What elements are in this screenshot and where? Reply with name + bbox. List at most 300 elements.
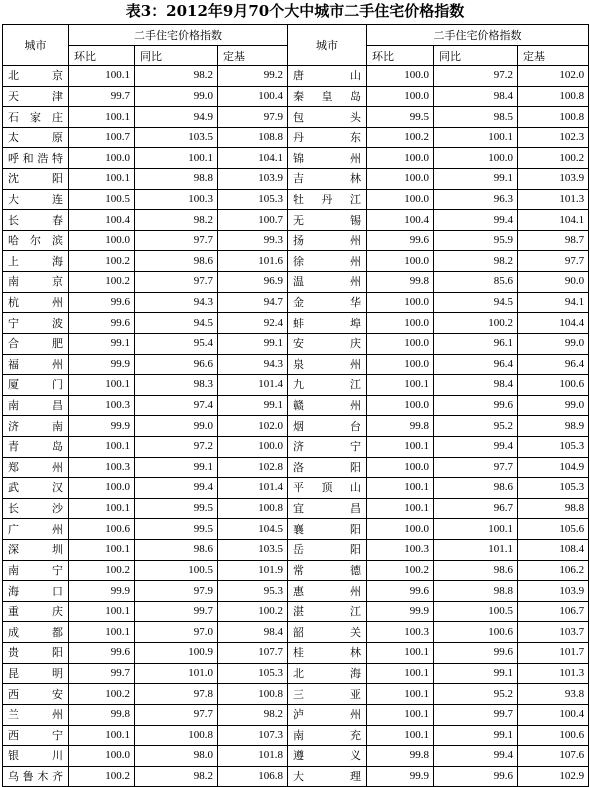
city-left-cell: 银 川 <box>3 746 69 767</box>
yoy-right-cell: 97.7 <box>434 457 518 478</box>
table-row <box>3 333 589 354</box>
base-right-cell: 100.8 <box>518 86 589 107</box>
mom-left-cell: 99.9 <box>69 354 135 375</box>
table-row <box>3 560 589 581</box>
mom-left-cell: 100.5 <box>69 189 135 210</box>
mom-left-cell: 99.7 <box>69 86 135 107</box>
city-right-cell: 平顶山 <box>288 478 367 499</box>
city-right-cell: 三 亚 <box>288 684 367 705</box>
base-left-cell: 104.5 <box>218 519 288 540</box>
city-right-cell: 常 德 <box>288 560 367 581</box>
yoy-right-cell: 94.5 <box>434 292 518 313</box>
base-right-cell: 105.3 <box>518 436 589 457</box>
mom-left-cell: 99.1 <box>69 333 135 354</box>
base-right-cell: 98.9 <box>518 416 589 437</box>
yoy-right-cell: 98.6 <box>434 560 518 581</box>
mom-left-cell: 100.0 <box>69 746 135 767</box>
base-right-cell: 94.1 <box>518 292 589 313</box>
yoy-header-left: 同比 <box>135 46 218 66</box>
mom-right-cell: 100.0 <box>367 457 434 478</box>
yoy-left-cell: 95.4 <box>135 333 218 354</box>
base-header-left: 定基 <box>218 46 288 66</box>
city-right-cell: 包 头 <box>288 107 367 128</box>
yoy-right-cell: 98.4 <box>434 375 518 396</box>
yoy-left-cell: 96.6 <box>135 354 218 375</box>
mom-left-cell: 100.3 <box>69 457 135 478</box>
mom-left-cell: 100.2 <box>69 560 135 581</box>
yoy-left-cell: 103.5 <box>135 127 218 148</box>
base-right-cell: 107.6 <box>518 746 589 767</box>
table-row <box>3 272 589 293</box>
yoy-right-cell: 101.1 <box>434 540 518 561</box>
table-row <box>3 478 589 499</box>
table-row <box>3 725 589 746</box>
mom-left-cell: 99.8 <box>69 704 135 725</box>
mom-right-cell: 100.2 <box>367 127 434 148</box>
base-left-cell: 100.0 <box>218 436 288 457</box>
base-left-cell: 102.8 <box>218 457 288 478</box>
mom-right-cell: 99.5 <box>367 107 434 128</box>
yoy-right-cell: 96.7 <box>434 498 518 519</box>
yoy-right-cell: 96.4 <box>434 354 518 375</box>
yoy-left-cell: 94.9 <box>135 107 218 128</box>
city-right-cell: 温 州 <box>288 272 367 293</box>
yoy-right-cell: 98.2 <box>434 251 518 272</box>
city-left-cell: 福 州 <box>3 354 69 375</box>
base-right-cell: 100.4 <box>518 704 589 725</box>
base-left-cell: 102.0 <box>218 416 288 437</box>
yoy-right-cell: 99.6 <box>434 766 518 787</box>
city-right-cell: 丹 东 <box>288 127 367 148</box>
table-row <box>3 643 589 664</box>
city-left-cell: 乌鲁木齐 <box>3 766 69 787</box>
mom-right-cell: 100.0 <box>367 313 434 334</box>
city-right-cell: 赣 州 <box>288 395 367 416</box>
yoy-right-cell: 98.4 <box>434 86 518 107</box>
base-left-cell: 95.3 <box>218 581 288 602</box>
base-right-cell: 100.2 <box>518 148 589 169</box>
yoy-left-cell: 100.5 <box>135 560 218 581</box>
mom-left-cell: 100.0 <box>69 230 135 251</box>
base-right-cell: 93.8 <box>518 684 589 705</box>
city-left-cell: 北 京 <box>3 66 69 87</box>
city-right-cell: 南 充 <box>288 725 367 746</box>
yoy-left-cell: 98.3 <box>135 375 218 396</box>
city-left-cell: 上 海 <box>3 251 69 272</box>
base-right-cell: 102.0 <box>518 66 589 87</box>
mom-left-cell: 100.1 <box>69 107 135 128</box>
city-left-cell: 南 京 <box>3 272 69 293</box>
yoy-right-cell: 100.1 <box>434 127 518 148</box>
base-left-cell: 105.3 <box>218 663 288 684</box>
table-row <box>3 148 589 169</box>
base-right-cell: 100.6 <box>518 375 589 396</box>
mom-right-cell: 100.2 <box>367 560 434 581</box>
base-right-cell: 99.0 <box>518 333 589 354</box>
mom-left-cell: 100.1 <box>69 725 135 746</box>
yoy-left-cell: 100.1 <box>135 148 218 169</box>
city-right-cell: 惠 州 <box>288 581 367 602</box>
base-left-cell: 94.3 <box>218 354 288 375</box>
yoy-left-cell: 98.8 <box>135 169 218 190</box>
table-row <box>3 457 589 478</box>
mom-right-cell: 99.9 <box>367 766 434 787</box>
mom-right-cell: 100.0 <box>367 251 434 272</box>
city-left-cell: 哈尔滨 <box>3 230 69 251</box>
table-row <box>3 519 589 540</box>
mom-right-cell: 100.0 <box>367 354 434 375</box>
mom-left-cell: 100.2 <box>69 251 135 272</box>
index-group-header-right: 二手住宅价格指数 <box>367 25 589 46</box>
yoy-left-cell: 99.7 <box>135 601 218 622</box>
base-left-cell: 104.1 <box>218 148 288 169</box>
mom-right-cell: 99.6 <box>367 581 434 602</box>
base-right-cell: 103.9 <box>518 581 589 602</box>
city-left-cell: 郑 州 <box>3 457 69 478</box>
mom-left-cell: 99.7 <box>69 663 135 684</box>
table-row <box>3 684 589 705</box>
yoy-left-cell: 94.3 <box>135 292 218 313</box>
base-right-cell: 102.9 <box>518 766 589 787</box>
table-row <box>3 540 589 561</box>
mom-right-cell: 100.1 <box>367 478 434 499</box>
city-right-cell: 无 锡 <box>288 210 367 231</box>
mom-right-cell: 100.0 <box>367 86 434 107</box>
yoy-left-cell: 97.8 <box>135 684 218 705</box>
city-left-cell: 厦 门 <box>3 375 69 396</box>
price-index-table <box>2 24 589 787</box>
city-header-left: 城市 <box>3 25 69 66</box>
mom-left-cell: 99.6 <box>69 313 135 334</box>
yoy-left-cell: 98.6 <box>135 251 218 272</box>
city-left-cell: 重 庆 <box>3 601 69 622</box>
table-row <box>3 395 589 416</box>
base-header-right: 定基 <box>518 46 589 66</box>
city-left-cell: 成 都 <box>3 622 69 643</box>
yoy-left-cell: 99.0 <box>135 416 218 437</box>
yoy-right-cell: 99.1 <box>434 663 518 684</box>
mom-right-cell: 99.9 <box>367 601 434 622</box>
city-left-cell: 深 圳 <box>3 540 69 561</box>
city-right-cell: 岳 阳 <box>288 540 367 561</box>
city-left-cell: 武 汉 <box>3 478 69 499</box>
yoy-right-cell: 99.1 <box>434 725 518 746</box>
mom-left-cell: 100.7 <box>69 127 135 148</box>
mom-right-cell: 100.0 <box>367 519 434 540</box>
yoy-right-cell: 99.6 <box>434 395 518 416</box>
yoy-right-cell: 100.6 <box>434 622 518 643</box>
table-row <box>3 313 589 334</box>
yoy-right-cell: 99.4 <box>434 746 518 767</box>
yoy-left-cell: 97.2 <box>135 436 218 457</box>
mom-right-cell: 100.4 <box>367 210 434 231</box>
yoy-left-cell: 98.2 <box>135 210 218 231</box>
table-row <box>3 375 589 396</box>
table-title: 表3：2012年9月70个大中城市二手住宅价格指数 <box>125 2 465 20</box>
base-left-cell: 99.2 <box>218 66 288 87</box>
index-group-header-left: 二手住宅价格指数 <box>69 25 288 46</box>
base-left-cell: 101.6 <box>218 251 288 272</box>
yoy-right-cell: 85.6 <box>434 272 518 293</box>
city-right-cell: 唐 山 <box>288 66 367 87</box>
city-right-cell: 烟 台 <box>288 416 367 437</box>
yoy-right-cell: 99.4 <box>434 210 518 231</box>
city-right-cell: 金 华 <box>288 292 367 313</box>
mom-right-cell: 100.0 <box>367 333 434 354</box>
mom-right-cell: 99.8 <box>367 416 434 437</box>
yoy-right-cell: 98.6 <box>434 478 518 499</box>
mom-right-cell: 100.0 <box>367 66 434 87</box>
yoy-left-cell: 98.0 <box>135 746 218 767</box>
mom-left-cell: 100.1 <box>69 540 135 561</box>
yoy-left-cell: 100.9 <box>135 643 218 664</box>
mom-left-cell: 100.1 <box>69 622 135 643</box>
mom-left-cell: 100.2 <box>69 684 135 705</box>
mom-left-cell: 100.1 <box>69 601 135 622</box>
mom-right-cell: 99.6 <box>367 230 434 251</box>
mom-right-cell: 100.1 <box>367 684 434 705</box>
mom-right-cell: 100.0 <box>367 148 434 169</box>
yoy-right-cell: 96.3 <box>434 189 518 210</box>
yoy-left-cell: 100.3 <box>135 189 218 210</box>
base-right-cell: 104.9 <box>518 457 589 478</box>
base-right-cell: 103.9 <box>518 169 589 190</box>
yoy-left-cell: 97.0 <box>135 622 218 643</box>
city-right-cell: 遵 义 <box>288 746 367 767</box>
base-right-cell: 96.4 <box>518 354 589 375</box>
mom-left-cell: 99.9 <box>69 581 135 602</box>
mom-right-cell: 100.1 <box>367 375 434 396</box>
table-row <box>3 663 589 684</box>
base-right-cell: 98.7 <box>518 230 589 251</box>
city-right-cell: 吉 林 <box>288 169 367 190</box>
mom-right-cell: 100.1 <box>367 436 434 457</box>
city-right-cell: 大 理 <box>288 766 367 787</box>
city-right-cell: 宜 昌 <box>288 498 367 519</box>
city-right-cell: 济 宁 <box>288 436 367 457</box>
base-right-cell: 99.0 <box>518 395 589 416</box>
city-right-cell: 牡丹江 <box>288 189 367 210</box>
city-left-cell: 长 春 <box>3 210 69 231</box>
city-left-cell: 石家庄 <box>3 107 69 128</box>
mom-right-cell: 100.3 <box>367 540 434 561</box>
mom-left-cell: 100.0 <box>69 478 135 499</box>
yoy-right-cell: 100.0 <box>434 148 518 169</box>
base-left-cell: 103.9 <box>218 169 288 190</box>
city-left-cell: 济 南 <box>3 416 69 437</box>
mom-left-cell: 100.2 <box>69 272 135 293</box>
table-row <box>3 189 589 210</box>
base-left-cell: 105.3 <box>218 189 288 210</box>
base-left-cell: 98.2 <box>218 704 288 725</box>
mom-right-cell: 100.0 <box>367 169 434 190</box>
base-right-cell: 104.1 <box>518 210 589 231</box>
table-row <box>3 766 589 787</box>
yoy-right-cell: 100.2 <box>434 313 518 334</box>
base-left-cell: 108.8 <box>218 127 288 148</box>
table-row <box>3 622 589 643</box>
table-row <box>3 704 589 725</box>
table-row <box>3 107 589 128</box>
yoy-left-cell: 97.7 <box>135 230 218 251</box>
base-right-cell: 104.4 <box>518 313 589 334</box>
base-right-cell: 105.3 <box>518 478 589 499</box>
mom-right-cell: 100.1 <box>367 725 434 746</box>
yoy-left-cell: 94.5 <box>135 313 218 334</box>
mom-header-right: 环比 <box>367 46 434 66</box>
base-left-cell: 99.1 <box>218 395 288 416</box>
table-row <box>3 127 589 148</box>
base-right-cell: 101.3 <box>518 663 589 684</box>
base-left-cell: 100.4 <box>218 86 288 107</box>
mom-left-cell: 100.1 <box>69 498 135 519</box>
table-row <box>3 746 589 767</box>
mom-left-cell: 100.6 <box>69 519 135 540</box>
base-right-cell: 103.7 <box>518 622 589 643</box>
yoy-left-cell: 97.9 <box>135 581 218 602</box>
base-left-cell: 101.4 <box>218 375 288 396</box>
city-left-cell: 太 原 <box>3 127 69 148</box>
city-left-cell: 宁 波 <box>3 313 69 334</box>
city-right-cell: 泸 州 <box>288 704 367 725</box>
mom-left-cell: 100.1 <box>69 66 135 87</box>
table-row <box>3 66 589 87</box>
base-left-cell: 100.7 <box>218 210 288 231</box>
city-left-cell: 南 宁 <box>3 560 69 581</box>
city-right-cell: 秦皇岛 <box>288 86 367 107</box>
city-right-cell: 北 海 <box>288 663 367 684</box>
base-left-cell: 94.7 <box>218 292 288 313</box>
base-left-cell: 101.4 <box>218 478 288 499</box>
base-left-cell: 103.5 <box>218 540 288 561</box>
yoy-right-cell: 95.2 <box>434 684 518 705</box>
yoy-right-cell: 99.6 <box>434 643 518 664</box>
base-right-cell: 101.3 <box>518 189 589 210</box>
table-row <box>3 436 589 457</box>
mom-left-cell: 100.0 <box>69 148 135 169</box>
city-left-cell: 西 宁 <box>3 725 69 746</box>
base-left-cell: 100.8 <box>218 498 288 519</box>
base-right-cell: 106.7 <box>518 601 589 622</box>
base-right-cell: 100.8 <box>518 107 589 128</box>
city-right-cell: 锦 州 <box>288 148 367 169</box>
table-body <box>3 66 589 787</box>
base-left-cell: 92.4 <box>218 313 288 334</box>
yoy-left-cell: 99.5 <box>135 519 218 540</box>
yoy-right-cell: 100.5 <box>434 601 518 622</box>
city-left-cell: 贵 阳 <box>3 643 69 664</box>
yoy-right-cell: 99.7 <box>434 704 518 725</box>
table-row <box>3 581 589 602</box>
city-right-cell: 湛 江 <box>288 601 367 622</box>
mom-right-cell: 100.0 <box>367 395 434 416</box>
base-left-cell: 98.4 <box>218 622 288 643</box>
yoy-left-cell: 99.5 <box>135 498 218 519</box>
city-left-cell: 合 肥 <box>3 333 69 354</box>
table-row <box>3 230 589 251</box>
yoy-header-right: 同比 <box>434 46 518 66</box>
yoy-left-cell: 98.6 <box>135 540 218 561</box>
city-left-cell: 沈 阳 <box>3 169 69 190</box>
base-right-cell: 108.4 <box>518 540 589 561</box>
city-right-cell: 洛 阳 <box>288 457 367 478</box>
mom-left-cell: 100.4 <box>69 210 135 231</box>
city-right-cell: 徐 州 <box>288 251 367 272</box>
base-right-cell: 90.0 <box>518 272 589 293</box>
mom-left-cell: 99.6 <box>69 292 135 313</box>
city-right-cell: 蚌 埠 <box>288 313 367 334</box>
base-left-cell: 101.8 <box>218 746 288 767</box>
city-left-cell: 海 口 <box>3 581 69 602</box>
base-left-cell: 99.1 <box>218 333 288 354</box>
mom-left-cell: 100.1 <box>69 436 135 457</box>
city-header-right: 城市 <box>288 25 367 66</box>
base-left-cell: 100.8 <box>218 684 288 705</box>
yoy-right-cell: 97.2 <box>434 66 518 87</box>
city-left-cell: 天 津 <box>3 86 69 107</box>
city-left-cell: 广 州 <box>3 519 69 540</box>
mom-right-cell: 100.1 <box>367 704 434 725</box>
mom-left-cell: 99.6 <box>69 643 135 664</box>
city-right-cell: 扬 州 <box>288 230 367 251</box>
yoy-left-cell: 97.4 <box>135 395 218 416</box>
city-left-cell: 西 安 <box>3 684 69 705</box>
base-left-cell: 107.7 <box>218 643 288 664</box>
yoy-right-cell: 95.9 <box>434 230 518 251</box>
mom-right-cell: 100.1 <box>367 663 434 684</box>
yoy-left-cell: 99.0 <box>135 86 218 107</box>
city-right-cell: 韶 关 <box>288 622 367 643</box>
mom-left-cell: 100.1 <box>69 375 135 396</box>
yoy-left-cell: 97.7 <box>135 704 218 725</box>
base-left-cell: 106.8 <box>218 766 288 787</box>
yoy-right-cell: 99.1 <box>434 169 518 190</box>
yoy-left-cell: 98.2 <box>135 66 218 87</box>
mom-left-cell: 100.3 <box>69 395 135 416</box>
city-right-cell: 泉 州 <box>288 354 367 375</box>
city-left-cell: 杭 州 <box>3 292 69 313</box>
table-row <box>3 498 589 519</box>
yoy-right-cell: 100.1 <box>434 519 518 540</box>
yoy-right-cell: 96.1 <box>434 333 518 354</box>
table-row <box>3 416 589 437</box>
base-left-cell: 107.3 <box>218 725 288 746</box>
base-left-cell: 101.9 <box>218 560 288 581</box>
city-left-cell: 兰 州 <box>3 704 69 725</box>
mom-header-left: 环比 <box>69 46 135 66</box>
table-row <box>3 601 589 622</box>
city-left-cell: 大 连 <box>3 189 69 210</box>
mom-right-cell: 99.8 <box>367 272 434 293</box>
base-right-cell: 97.7 <box>518 251 589 272</box>
mom-right-cell: 100.1 <box>367 643 434 664</box>
city-left-cell: 呼和浩特 <box>3 148 69 169</box>
yoy-left-cell: 97.7 <box>135 272 218 293</box>
mom-right-cell: 99.8 <box>367 746 434 767</box>
table-row <box>3 169 589 190</box>
base-left-cell: 96.9 <box>218 272 288 293</box>
city-left-cell: 青 岛 <box>3 436 69 457</box>
mom-right-cell: 100.1 <box>367 498 434 519</box>
city-left-cell: 长 沙 <box>3 498 69 519</box>
table-row <box>3 210 589 231</box>
base-left-cell: 100.2 <box>218 601 288 622</box>
table-row <box>3 251 589 272</box>
base-right-cell: 101.7 <box>518 643 589 664</box>
city-left-cell: 昆 明 <box>3 663 69 684</box>
yoy-right-cell: 98.8 <box>434 581 518 602</box>
city-right-cell: 安 庆 <box>288 333 367 354</box>
